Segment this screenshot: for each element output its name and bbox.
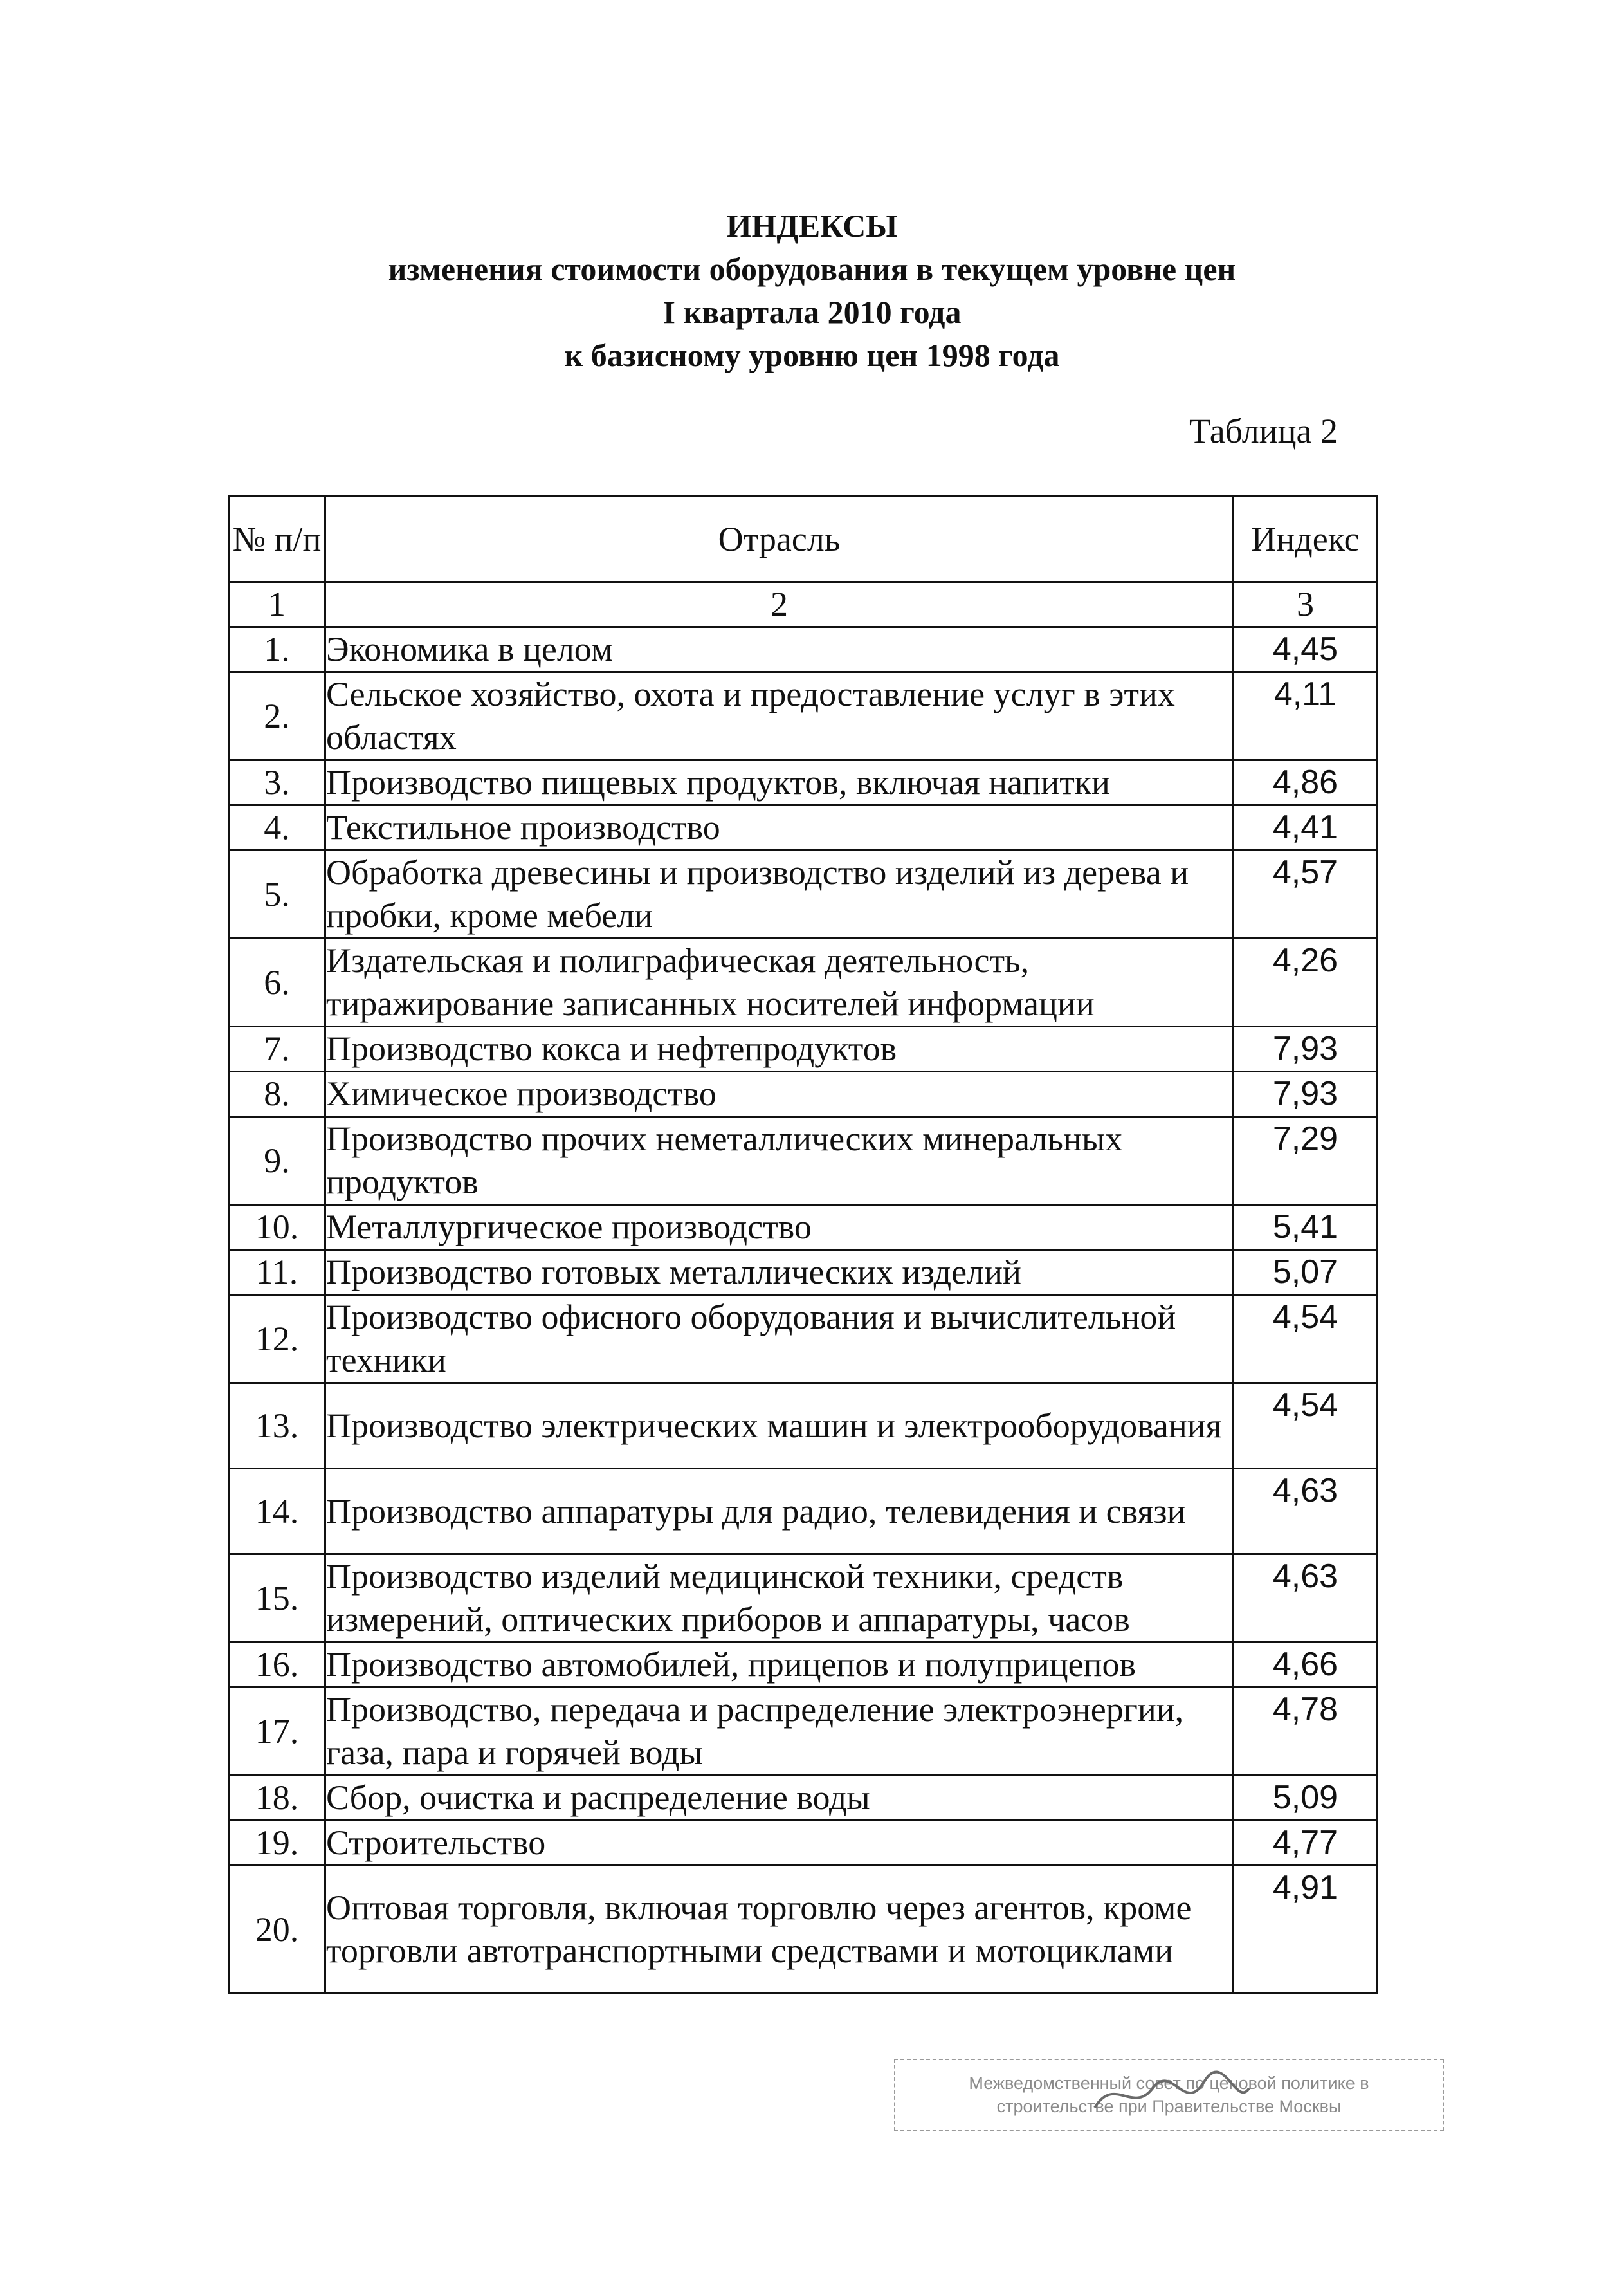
heading-period: I квартала 2010 года <box>662 294 962 330</box>
row-index-value: 4,91 <box>1234 1866 1378 1994</box>
table-row <box>229 1205 1378 1250</box>
row-number: 20. <box>229 1866 325 1994</box>
table-row <box>229 672 1378 760</box>
row-sector: Производство автомобилей, прицепов и полуприцепов <box>325 1643 1234 1688</box>
row-sector: Сбор, очистка и распределение воды <box>325 1776 1234 1821</box>
row-number: 13. <box>229 1383 325 1469</box>
stamp-line: строительстве при Правительстве Москвы <box>996 2097 1342 2116</box>
column-number: 3 <box>1234 582 1378 627</box>
row-number: 9. <box>229 1117 325 1205</box>
row-index-value: 4,63 <box>1234 1554 1378 1643</box>
row-sector: Производство аппаратуры для радио, телевидения и связи <box>325 1469 1234 1554</box>
row-number: 8. <box>229 1072 325 1117</box>
column-number: 2 <box>325 582 1234 627</box>
table-row <box>229 851 1378 939</box>
table-row <box>229 1821 1378 1866</box>
row-number: 16. <box>229 1643 325 1688</box>
row-number: 14. <box>229 1469 325 1554</box>
row-sector: Производство электрических машин и электрооборудования <box>325 1383 1234 1469</box>
row-index-value: 4,54 <box>1234 1383 1378 1469</box>
row-number: 12. <box>229 1295 325 1383</box>
row-number: 6. <box>229 939 325 1027</box>
column-number: 1 <box>229 582 325 627</box>
table-row <box>229 1643 1378 1688</box>
row-sector: Обработка древесины и производство изделий из дерева и пробки, кроме мебели <box>325 851 1234 939</box>
row-index-value: 5,09 <box>1234 1776 1378 1821</box>
heading-base-level: к базисному уровню цен 1998 года <box>564 337 1060 373</box>
table-row <box>229 1866 1378 1994</box>
row-index-value: 4,54 <box>1234 1295 1378 1383</box>
row-number: 7. <box>229 1027 325 1072</box>
index-table <box>228 495 1378 1994</box>
column-number-row <box>229 582 1378 627</box>
row-number: 19. <box>229 1821 325 1866</box>
row-number: 17. <box>229 1688 325 1776</box>
table-header-row <box>229 497 1378 582</box>
table-row <box>229 1250 1378 1295</box>
row-index-value: 4,57 <box>1234 851 1378 939</box>
row-number: 2. <box>229 672 325 760</box>
row-sector: Химическое производство <box>325 1072 1234 1117</box>
row-sector: Строительство <box>325 1821 1234 1866</box>
table-row <box>229 939 1378 1027</box>
row-sector: Производство готовых металлических изделий <box>325 1250 1234 1295</box>
row-sector: Металлургическое производство <box>325 1205 1234 1250</box>
row-index-value: 4,66 <box>1234 1643 1378 1688</box>
row-index-value: 4,41 <box>1234 805 1378 851</box>
row-sector: Экономика в целом <box>325 627 1234 672</box>
row-sector: Текстильное производство <box>325 805 1234 851</box>
row-number: 15. <box>229 1554 325 1643</box>
row-index-value: 4,26 <box>1234 939 1378 1027</box>
row-index-value: 5,07 <box>1234 1250 1378 1295</box>
row-number: 10. <box>229 1205 325 1250</box>
row-index-value: 4,63 <box>1234 1469 1378 1554</box>
row-number: 3. <box>229 760 325 805</box>
table-row <box>229 1554 1378 1643</box>
row-index-value: 5,41 <box>1234 1205 1378 1250</box>
row-number: 1. <box>229 627 325 672</box>
table-row <box>229 1776 1378 1821</box>
row-number: 18. <box>229 1776 325 1821</box>
header-index: Индекс <box>1234 497 1378 582</box>
row-sector: Производство офисного оборудования и вычислительной техники <box>325 1295 1234 1383</box>
row-number: 5. <box>229 851 325 939</box>
heading-title: ИНДЕКСЫ <box>726 208 898 244</box>
table-row <box>229 1117 1378 1205</box>
row-index-value: 4,45 <box>1234 627 1378 672</box>
row-sector: Производство, передача и распределение электроэнергии, газа, пара и горячей воды <box>325 1688 1234 1776</box>
table-row <box>229 1383 1378 1469</box>
row-sector: Производство изделий медицинской техники, средств измерений, оптических приборов и аппаратуры, часов <box>325 1554 1234 1643</box>
row-sector: Производство прочих неметаллических минеральных продуктов <box>325 1117 1234 1205</box>
row-index-value: 4,11 <box>1234 672 1378 760</box>
row-index-value: 7,29 <box>1234 1117 1378 1205</box>
row-sector: Производство кокса и нефтепродуктов <box>325 1027 1234 1072</box>
row-index-value: 7,93 <box>1234 1027 1378 1072</box>
heading-subtitle: изменения стоимости оборудования в текущем уровне цен <box>388 251 1236 287</box>
table-row <box>229 760 1378 805</box>
stamp-line: Межведомственный совет по ценовой политике в <box>969 2074 1369 2093</box>
row-index-value: 4,78 <box>1234 1688 1378 1776</box>
table-row <box>229 627 1378 672</box>
row-sector: Издательская и полиграфическая деятельность, тиражирование записанных носителей информации <box>325 939 1234 1027</box>
table-row <box>229 1072 1378 1117</box>
header-number: № п/п <box>229 497 325 582</box>
row-number: 4. <box>229 805 325 851</box>
approval-stamp <box>894 2059 1444 2131</box>
row-sector: Производство пищевых продуктов, включая напитки <box>325 760 1234 805</box>
table-row <box>229 1469 1378 1554</box>
row-sector: Оптовая торговля, включая торговлю через агентов, кроме торговли автотранспортными средствами и мотоциклами <box>325 1866 1234 1994</box>
row-index-value: 4,86 <box>1234 760 1378 805</box>
table-label: Таблица 2 <box>1189 412 1338 450</box>
row-index-value: 4,77 <box>1234 1821 1378 1866</box>
row-index-value: 7,93 <box>1234 1072 1378 1117</box>
table-row <box>229 1027 1378 1072</box>
row-number: 11. <box>229 1250 325 1295</box>
table-row <box>229 1688 1378 1776</box>
signature-mark <box>1088 2069 1255 2121</box>
document-heading <box>0 205 1624 377</box>
table-row <box>229 805 1378 851</box>
header-sector: Отрасль <box>325 497 1234 582</box>
row-sector: Сельское хозяйство, охота и предоставление услуг в этих областях <box>325 672 1234 760</box>
table-row <box>229 1295 1378 1383</box>
